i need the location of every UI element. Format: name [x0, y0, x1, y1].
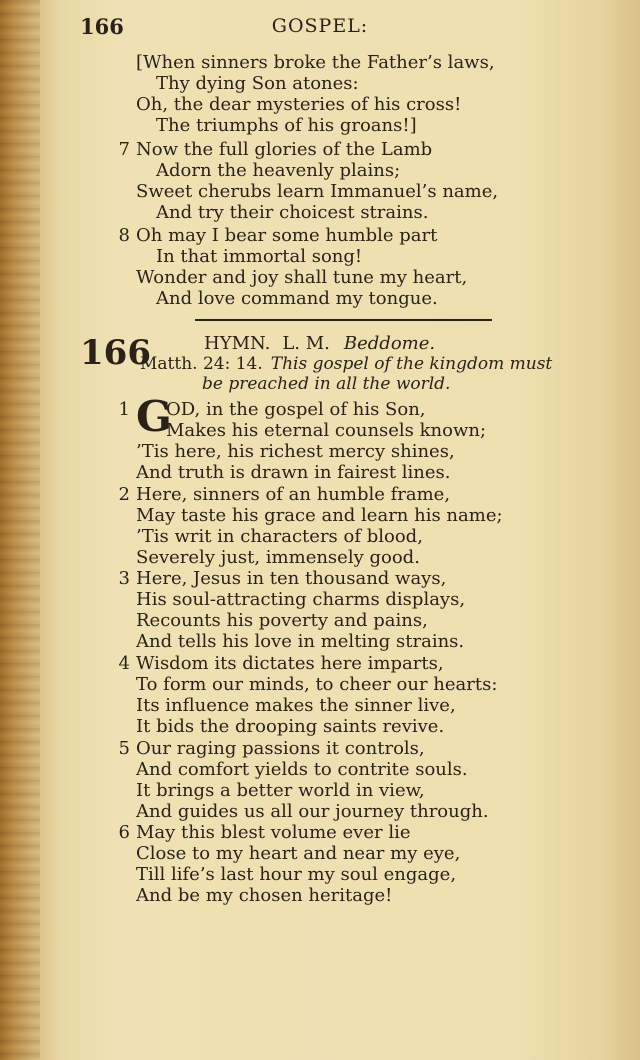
hymn-author: Beddome. [343, 333, 436, 354]
verse-line: Close to my heart and near my eye, [136, 843, 461, 864]
page-number: 166 [80, 14, 124, 39]
verse-line: And guides us all our journey through. [136, 801, 489, 822]
verse-line: Its influence makes the sinner live, [136, 695, 456, 716]
hymn-verse-3 [80, 568, 620, 652]
verse-line: And try their choicest strains. [156, 202, 429, 223]
page-binding-edge [0, 0, 40, 1060]
verse-line: To form our minds, to cheer our hearts: [136, 674, 498, 695]
hymn-label: HYMN. [204, 333, 271, 354]
hymn-meter: L. M. [282, 333, 330, 354]
verse-line: Here, sinners of an humble frame, [136, 484, 451, 505]
running-head: GOSPEL: [271, 15, 369, 37]
verse-number: 6 [118, 822, 130, 843]
verse-line: Severely just, immensely good. [136, 547, 420, 568]
verse-line: And truth is drawn in fairest lines. [136, 462, 451, 483]
scripture-epigraph [140, 354, 600, 394]
hymn-verse-2 [80, 484, 620, 568]
verse-line: It brings a better world in view, [136, 780, 425, 801]
verse-line: Makes his eternal counsels known; [166, 420, 487, 441]
hymn-verse-1 [80, 399, 620, 483]
verse-line: Oh may I bear some humble part [136, 225, 438, 246]
verse-line: OD, in the gospel of his Son, [166, 399, 426, 420]
verse-line: And comfort yields to contrite souls. [136, 759, 468, 780]
hymn-heading [204, 333, 435, 354]
verse-number: 2 [118, 484, 130, 505]
verse-line: Now the full glories of the Lamb [136, 139, 433, 160]
page-header [0, 14, 640, 44]
verse-number: 1 [118, 399, 130, 420]
verse-line: Here, Jesus in ten thousand ways, [136, 568, 447, 589]
verse-line: Adorn the heavenly plains; [156, 160, 401, 181]
verse-line: Wonder and joy shall tune my heart, [136, 267, 468, 288]
verse-line: Our raging passions it controls, [136, 738, 425, 759]
prev-hymn-verse-8 [80, 225, 620, 309]
verse-line: His soul-attracting charms displays, [136, 589, 466, 610]
verse-line: Wisdom its dictates here imparts, [136, 653, 444, 674]
verse-line: Recounts his poverty and pains, [136, 610, 428, 631]
verse-line: It bids the drooping saints revive. [136, 716, 445, 737]
verse-number: 5 [118, 738, 130, 759]
verse-line: And be my chosen heritage! [136, 885, 393, 906]
scripture-text-line: be preached in all the world. [202, 374, 451, 394]
prev-hymn-verse-bracketed [80, 52, 620, 136]
verse-number: 7 [118, 139, 130, 160]
verse-line: ’Tis writ in characters of blood, [136, 526, 423, 547]
verse-line: May this blest volume ever lie [136, 822, 411, 843]
drop-cap: G [136, 392, 172, 441]
hymn-verse-4 [80, 653, 620, 737]
section-divider-rule [195, 319, 492, 321]
verse-line: Sweet cherubs learn Immanuel’s name, [136, 181, 499, 202]
verse-line: And love command my tongue. [156, 288, 438, 309]
scripture-text-line: This gospel of the kingdom must [270, 354, 553, 374]
verse-line: Oh, the dear mysteries of his cross! [136, 94, 462, 115]
verse-line: ’Tis here, his richest mercy shines, [136, 441, 455, 462]
scripture-reference: Matth. 24: 14. [140, 354, 263, 374]
verse-number: 4 [118, 653, 130, 674]
hymn-verse-5 [80, 738, 620, 822]
prev-hymn-verse-7 [80, 139, 620, 223]
verse-line: May taste his grace and learn his name; [136, 505, 503, 526]
hymn-number: 166 [80, 333, 151, 373]
verse-line: [When sinners broke the Father’s laws, [136, 52, 495, 73]
verse-line: Till life’s last hour my soul engage, [136, 864, 457, 885]
verse-line: In that immortal song! [156, 246, 363, 267]
verse-number: 8 [118, 225, 130, 246]
verse-number: 3 [118, 568, 130, 589]
verse-line: Thy dying Son atones: [156, 73, 359, 94]
verse-line: The triumphs of his groans!] [156, 115, 417, 136]
hymn-verse-6 [80, 822, 620, 906]
verse-line: And tells his love in melting strains. [136, 631, 465, 652]
